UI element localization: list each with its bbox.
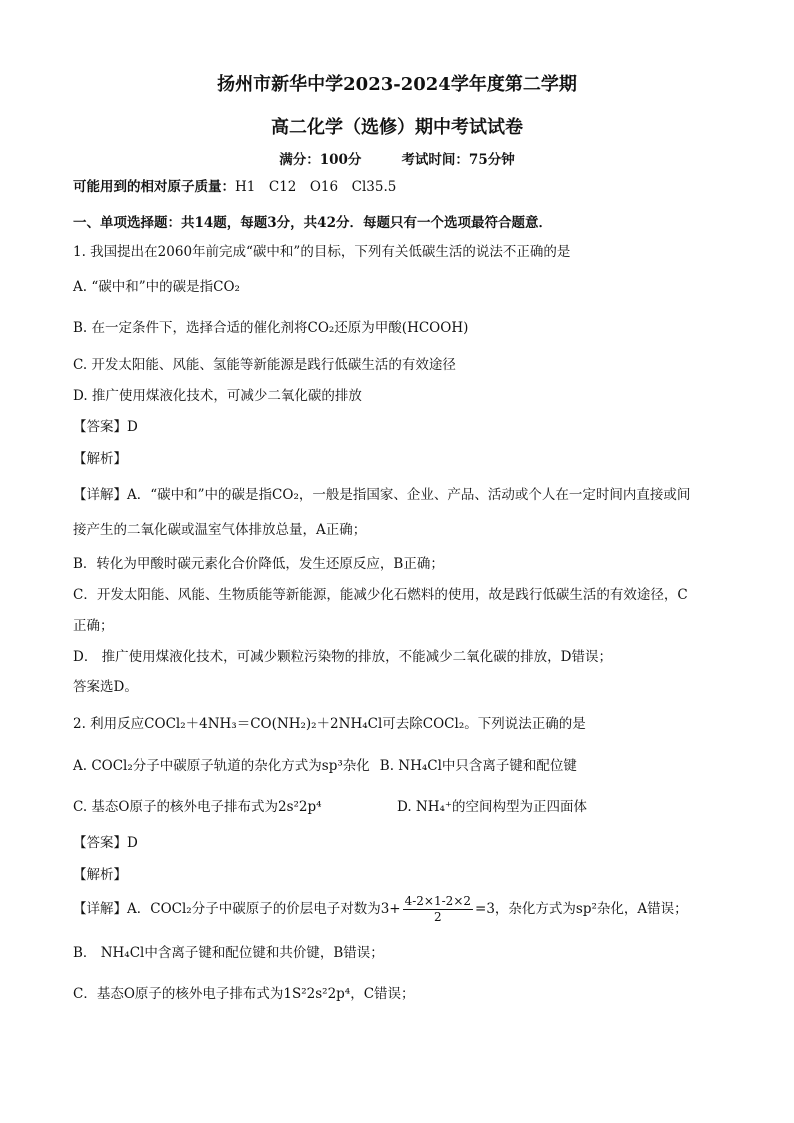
fraction-denominator: 2 xyxy=(433,910,442,924)
q2-option-b: B. NH₄Cl中只含离子键和配位键 xyxy=(379,758,577,774)
exam-meta xyxy=(0,148,794,168)
exam-title: 扬州市新华中学2023-2024学年度第二学期 xyxy=(217,74,577,95)
q1-option-a: A. “碳中和”中的碳是指CO₂ xyxy=(73,279,240,295)
q1-detail-6: D． 推广使用煤液化技术，可减少颗粒污染物的排放，不能减少二氧化碳的排放，D错误； xyxy=(73,649,612,665)
q2-detail-1-post: =3，杂化方式为sp²杂化，A错误； xyxy=(475,901,688,917)
q2-detail-1-pre: 【详解】A．COCl₂分子中碳原子的价层电子对数为3+ xyxy=(73,901,401,917)
fraction-numerator: 4-2×1-2×2 xyxy=(404,894,472,908)
q1-detail-2: 接产生的二氧化碳或温室气体排放总量，A正确； xyxy=(73,522,367,538)
score-info: 满分：100分 xyxy=(279,152,362,168)
q1-answer: 【答案】D xyxy=(73,419,138,435)
q1-detail-7: 答案选D。 xyxy=(73,679,138,695)
q1-detail-3: B．转化为甲酸时碳元素化合价降低，发生还原反应，B正确； xyxy=(73,556,444,572)
q1-stem: 1. 我国提出在2060年前完成“碳中和”的目标，下列有关低碳生活的说法不正确的是 xyxy=(73,244,571,260)
q2-option-c: C. 基态O原子的核外电子排布式为2s²2p⁴ xyxy=(73,799,322,815)
q1-option-b: B. 在一定条件下，选择合适的催化剂将CO₂还原为甲酸(HCOOH) xyxy=(73,320,469,336)
time-info: 考试时间：75分钟 xyxy=(401,152,515,168)
q1-option-c: C. 开发太阳能、风能、氢能等新能源是践行低碳生活的有效途径 xyxy=(73,357,456,373)
q2-option-d: D. NH₄⁺的空间构型为正四面体 xyxy=(397,799,588,815)
q2-detail-2: B． NH₄Cl中含离子键和配位键和共价键，B错误； xyxy=(73,945,384,961)
q1-detail-5: 正确； xyxy=(73,618,114,634)
q2-detail-1 xyxy=(73,894,688,925)
q2-answer: 【答案】D xyxy=(73,835,138,851)
q2-analysis-label: 【解析】 xyxy=(73,867,127,883)
q1-detail-4: C．开发太阳能、风能、生物质能等新能源，能减少化石燃料的使用，故是践行低碳生活的有效途径，C xyxy=(73,587,688,603)
q1-detail-1: 【详解】A．“碳中和”中的碳是指CO₂，一般是指国家、企业、产品、活动或个人在一定时间内直接或间 xyxy=(73,487,691,503)
atomic-mass-line xyxy=(73,178,396,196)
q2-options-ab xyxy=(73,757,577,775)
fraction xyxy=(403,894,473,925)
q2-detail-3: C．基态O原子的核外电子排布式为1S²2s²2p⁴，C错误； xyxy=(73,986,415,1002)
atomic-mass-values: H1 C12 O16 Cl35.5 xyxy=(235,179,397,195)
exam-subtitle: 高二化学（选修）期中考试试卷 xyxy=(271,117,523,138)
q2-option-a: A. COCl₂分子中碳原子轨道的杂化方式为sp³杂化 xyxy=(73,758,370,774)
atomic-mass-label: 可能用到的相对原子质量： xyxy=(73,179,235,195)
q1-option-d: D. 推广使用煤液化技术，可减少二氧化碳的排放 xyxy=(73,388,362,404)
q2-stem: 2. 利用反应COCl₂＋4NH₃＝CO(NH₂)₂＋2NH₄Cl可去除COCl₂。下列说法正确的是 xyxy=(73,716,586,732)
section-heading: 一、单项选择题：共14题，每题3分，共42分．每题只有一个选项最符合题意． xyxy=(73,215,552,231)
q1-analysis-label: 【解析】 xyxy=(73,451,127,467)
